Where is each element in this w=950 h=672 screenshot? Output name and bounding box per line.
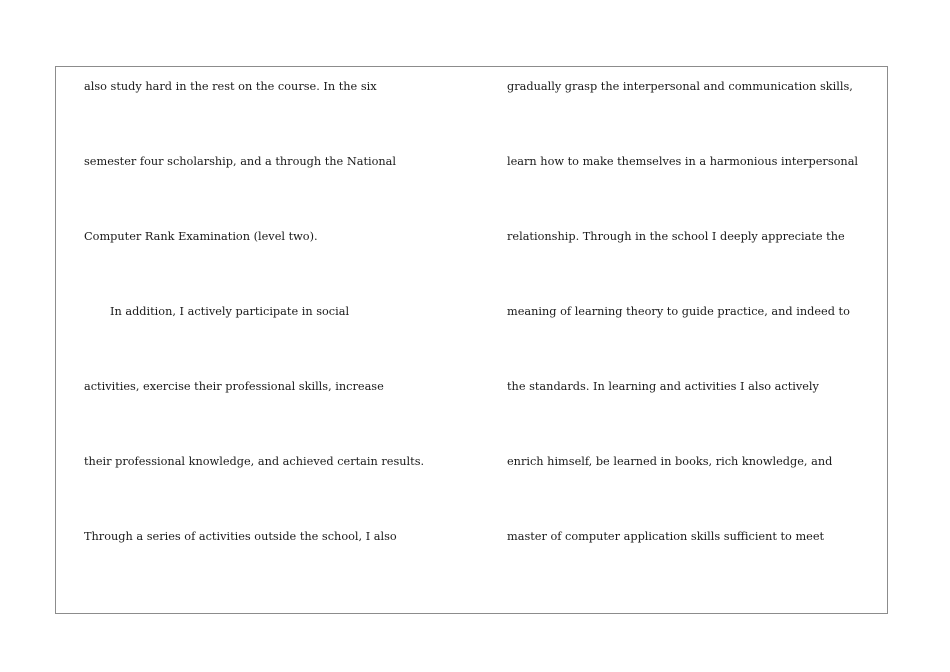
text-line: master of computer application skills sufficient to meet xyxy=(507,530,825,543)
right-text-column xyxy=(507,79,858,604)
text-line: Computer Rank Examination (level two). xyxy=(84,230,318,243)
text-line: activities, exercise their professional skills, increase xyxy=(84,380,384,393)
text-line: their professional knowledge, and achieved certain results. xyxy=(84,455,425,468)
text-line: the standards. In learning and activities I also actively xyxy=(507,380,819,393)
text-line: gradually grasp the interpersonal and communication skills, xyxy=(507,80,853,93)
left-text-column xyxy=(84,79,424,604)
text-line: meaning of learning theory to guide practice, and indeed to xyxy=(507,305,850,318)
text-line: also study hard in the rest on the course. In the six xyxy=(84,80,377,93)
paragraph-start-line: In addition, I actively participate in social xyxy=(110,305,350,318)
text-line: learn how to make themselves in a harmonious interpersonal xyxy=(507,155,859,168)
text-line: enrich himself, be learned in books, rich knowledge, and xyxy=(507,455,833,468)
text-line: relationship. Through in the school I deeply appreciate the xyxy=(507,230,845,243)
text-line: Through a series of activities outside the school, I also xyxy=(84,530,397,543)
text-line: semester four scholarship, and a through the National xyxy=(84,155,397,168)
